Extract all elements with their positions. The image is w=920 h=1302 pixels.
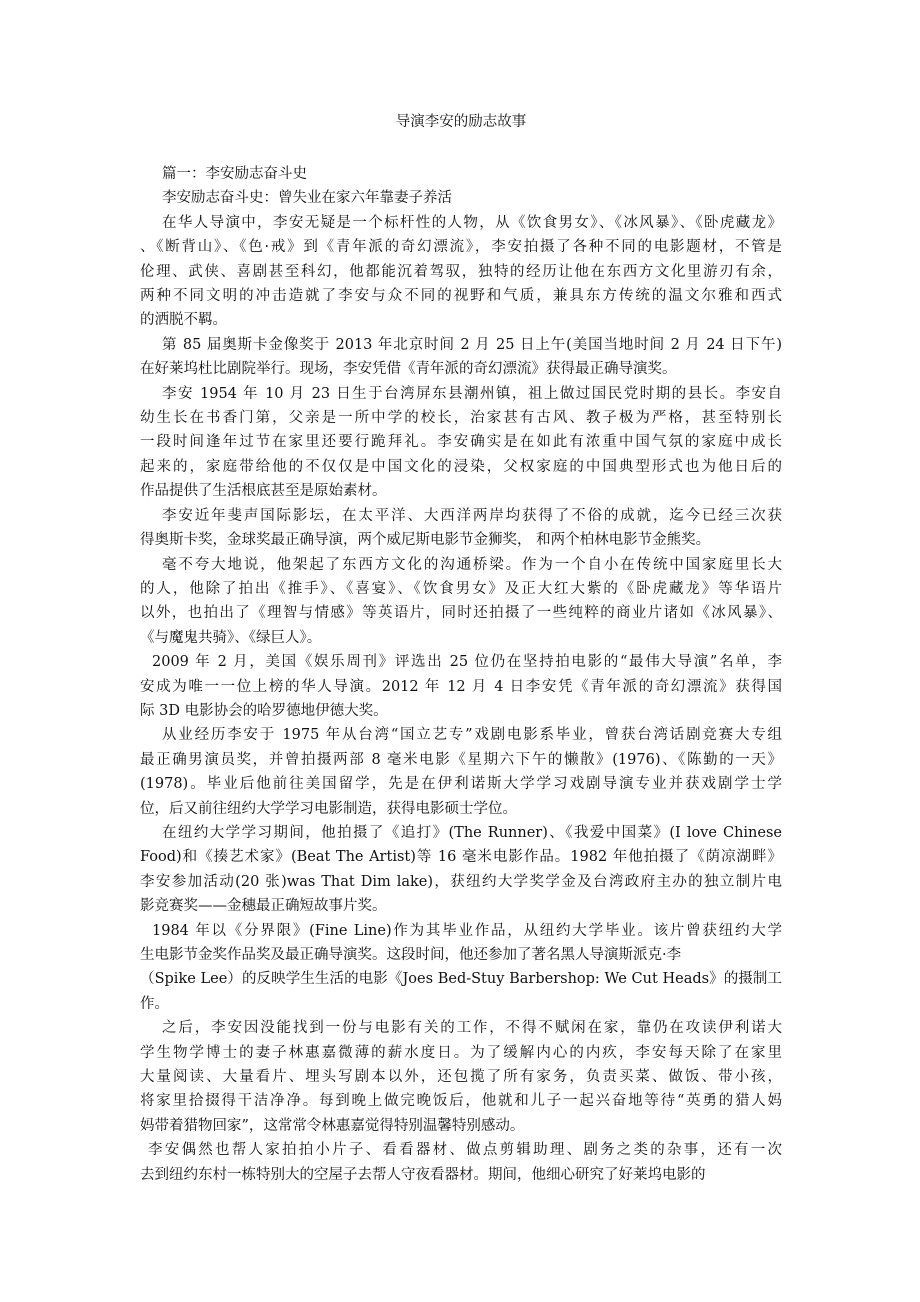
paragraph-line: 李安近年斐声国际影坛，在太平洋、大西洋两岸均获得了不俗的成就，迄今已经三次获 xyxy=(162,507,782,524)
paragraph-line: 以外，也拍出了《理智与情感》等英语片，同时还拍摄了一些纯粹的商业片诸如《冰风暴》、 xyxy=(140,605,782,622)
paragraph-line: 伦理、武侠、喜剧甚至科幻，他都能沉着驾驭，独特的经历让他在东西方文化里游刃有余， xyxy=(140,263,782,280)
paragraph-line: 际 3D 电影协会的哈罗德地伊德大奖。 xyxy=(140,702,388,719)
paragraph-line: 生电影节金奖作品奖及最正确导演奖。这段时间，他还参加了著名黑人导演斯派克·李 xyxy=(140,947,682,963)
paragraph-line: 在好莱坞杜比剧院举行。现场，李安凭借《青年派的奇幻漂流》获得最正确导演奖。 xyxy=(140,361,677,378)
paragraph-line: 位，后又前往纽约大学学习电影制造，获得电影硕士学位。 xyxy=(140,800,517,817)
paragraph-line: 的洒脱不羁。 xyxy=(140,312,227,329)
paragraph-line: 李安参加活动(20 张)was That Dim lake)，获纽约大学奖学金及台湾政府主办的独立制片电 xyxy=(140,873,782,890)
paragraph-line: 将家里拾掇得干洁净净。每到晚上做完晚饭后，他就和儿子一起兴奋地等待“英勇的猎人妈 xyxy=(140,1093,782,1110)
paragraph-line: 在纽约大学学习期间，他拍摄了《追打》(The Runner)、《我爱中国菜》(I love Chinese xyxy=(162,824,782,841)
paragraph-line: 妈带着猎物回家”，这常常令林惠嘉觉得特别温馨特别感动。 xyxy=(140,1117,525,1134)
subtitle-line: 李安励志奋斗史：曾失业在家六年靠妻子养活 xyxy=(162,190,452,207)
paragraph-line: 1984 年以《分界限》(Fine Line)作为其毕业作品，从纽约大学毕业。该片曾获纽约大学 xyxy=(152,922,782,939)
paragraph-line: 起来的，家庭带给他的不仅仅是中国文化的浸染，父权家庭的中国典型形式也为他日后的 xyxy=(140,458,782,475)
paragraph-line: 从业经历李安于 1975 年从台湾“国立艺专”戏剧电影系毕业，曾获台湾话剧竞赛大专组 xyxy=(162,727,782,744)
paragraph-line: 毫不夸大地说，他架起了东西方文化的沟通桥梁。作为一个自小在传统中国家庭里长大 xyxy=(162,556,782,573)
paragraph-line: 之后，李安因没能找到一份与电影有关的工作，不得不赋闲在家，靠仍在攻读伊利诺大 xyxy=(162,1020,782,1037)
paragraph-line: 幼生长在书香门第，父亲是一所中学的校长，治家甚有古风、教子极为严格，甚至特别长 xyxy=(140,410,782,427)
paragraph-line: 李安 1954 年 10 月 23 日生于台湾屏东县潮州镇，祖上做过国民党时期的县长。李安自 xyxy=(162,385,782,402)
document-page xyxy=(140,112,782,1187)
paragraph-line: （Spike Lee）的反映学生生活的电影《Joes Bed-Stuy Barbershop: We Cut Heads》的摄制工 xyxy=(140,971,782,988)
document-title: 导演李安的励志故事 xyxy=(395,114,527,130)
paragraph-line: 的人，他除了拍出《推手》、《喜宴》、《饮食男女》及正大红大紫的《卧虎藏龙》等华语片 xyxy=(140,580,782,597)
paragraph-line: 最正确男演员奖，并曾拍摄两部 8 毫米电影《星期六下午的懒散》(1976)、《陈勤的一天》 xyxy=(140,751,782,768)
paragraph-line: 2009 年 2 月，美国《娱乐周刊》评选出 25 位仍在坚持拍电影的“最伟大导演”名单，李 xyxy=(152,654,782,671)
paragraph-line: 安成为唯一一位上榜的华人导演。2012 年 12 月 4 日李安凭《青年派的奇幻漂流》获得国 xyxy=(140,678,782,695)
paragraph-line: 一段时间逢年过节在家里还要行跪拜礼。李安确实是在如此有浓重中国气氛的家庭中成长 xyxy=(140,434,782,451)
paragraph-line: 李安偶然也帮人家拍拍小片子、看看器材、做点剪辑助理、剧务之类的杂事，还有一次 xyxy=(148,1142,782,1159)
paragraph-line: 作品提供了生活根底甚至是原始素材。 xyxy=(140,483,387,500)
paragraph-line: 学生物学博士的妻子林惠嘉微薄的薪水度日。为了缓解内心的内疚，李安每天除了在家里 xyxy=(140,1044,782,1061)
paragraph-line: 在华人导演中，李安无疑是一个标杆性的人物，从《饮食男女》、《冰风暴》、《卧虎藏龙》 xyxy=(162,214,782,231)
paragraph-line: Food)和《揍艺术家》(Beat The Artist)等 16 毫米电影作品。1982 年他拍摄了《荫凉湖畔》 xyxy=(140,849,782,866)
paragraph-line: 大量阅读、大量看片、埋头写剧本以外，还包揽了所有家务，负责买菜、做饭、带小孩， xyxy=(140,1069,782,1086)
section-heading: 篇一：李安励志奋斗史 xyxy=(162,166,307,182)
paragraph-line: 影竞赛奖——金穗最正确短故事片奖。 xyxy=(140,898,387,915)
paragraph-line: 《与魔鬼共骑》、《绿巨人》。 xyxy=(140,629,322,646)
paragraph-line: 去到纽约东村一栋特别大的空屋子去帮人守夜看器材。期间，他细心研究了好莱坞电影的 xyxy=(140,1166,706,1183)
paragraph-line: 、《断背山》、《色·戒》到《青年派的奇幻漂流》，李安拍摄了各种不同的电影题材，不管是 xyxy=(140,239,782,256)
paragraph-line: 作。 xyxy=(140,995,169,1012)
paragraph-line: 第 85 届奥斯卡金像奖于 2013 年北京时间 2 月 25 日上午(美国当地时间 2 月 24 日下午) xyxy=(162,336,782,353)
paragraph-line: 得奥斯卡奖，金球奖最正确导演，两个威尼斯电影节金狮奖， 和两个柏林电影节金熊奖。 xyxy=(140,532,711,549)
paragraph-line: 两种不同文明的冲击造就了李安与众不同的视野和气质，兼具东方传统的温文尔雅和西式 xyxy=(140,288,782,305)
paragraph-line: (1978)。毕业后他前往美国留学，先是在伊利诺斯大学学习戏剧导演专业并获戏剧学士学 xyxy=(140,776,782,793)
